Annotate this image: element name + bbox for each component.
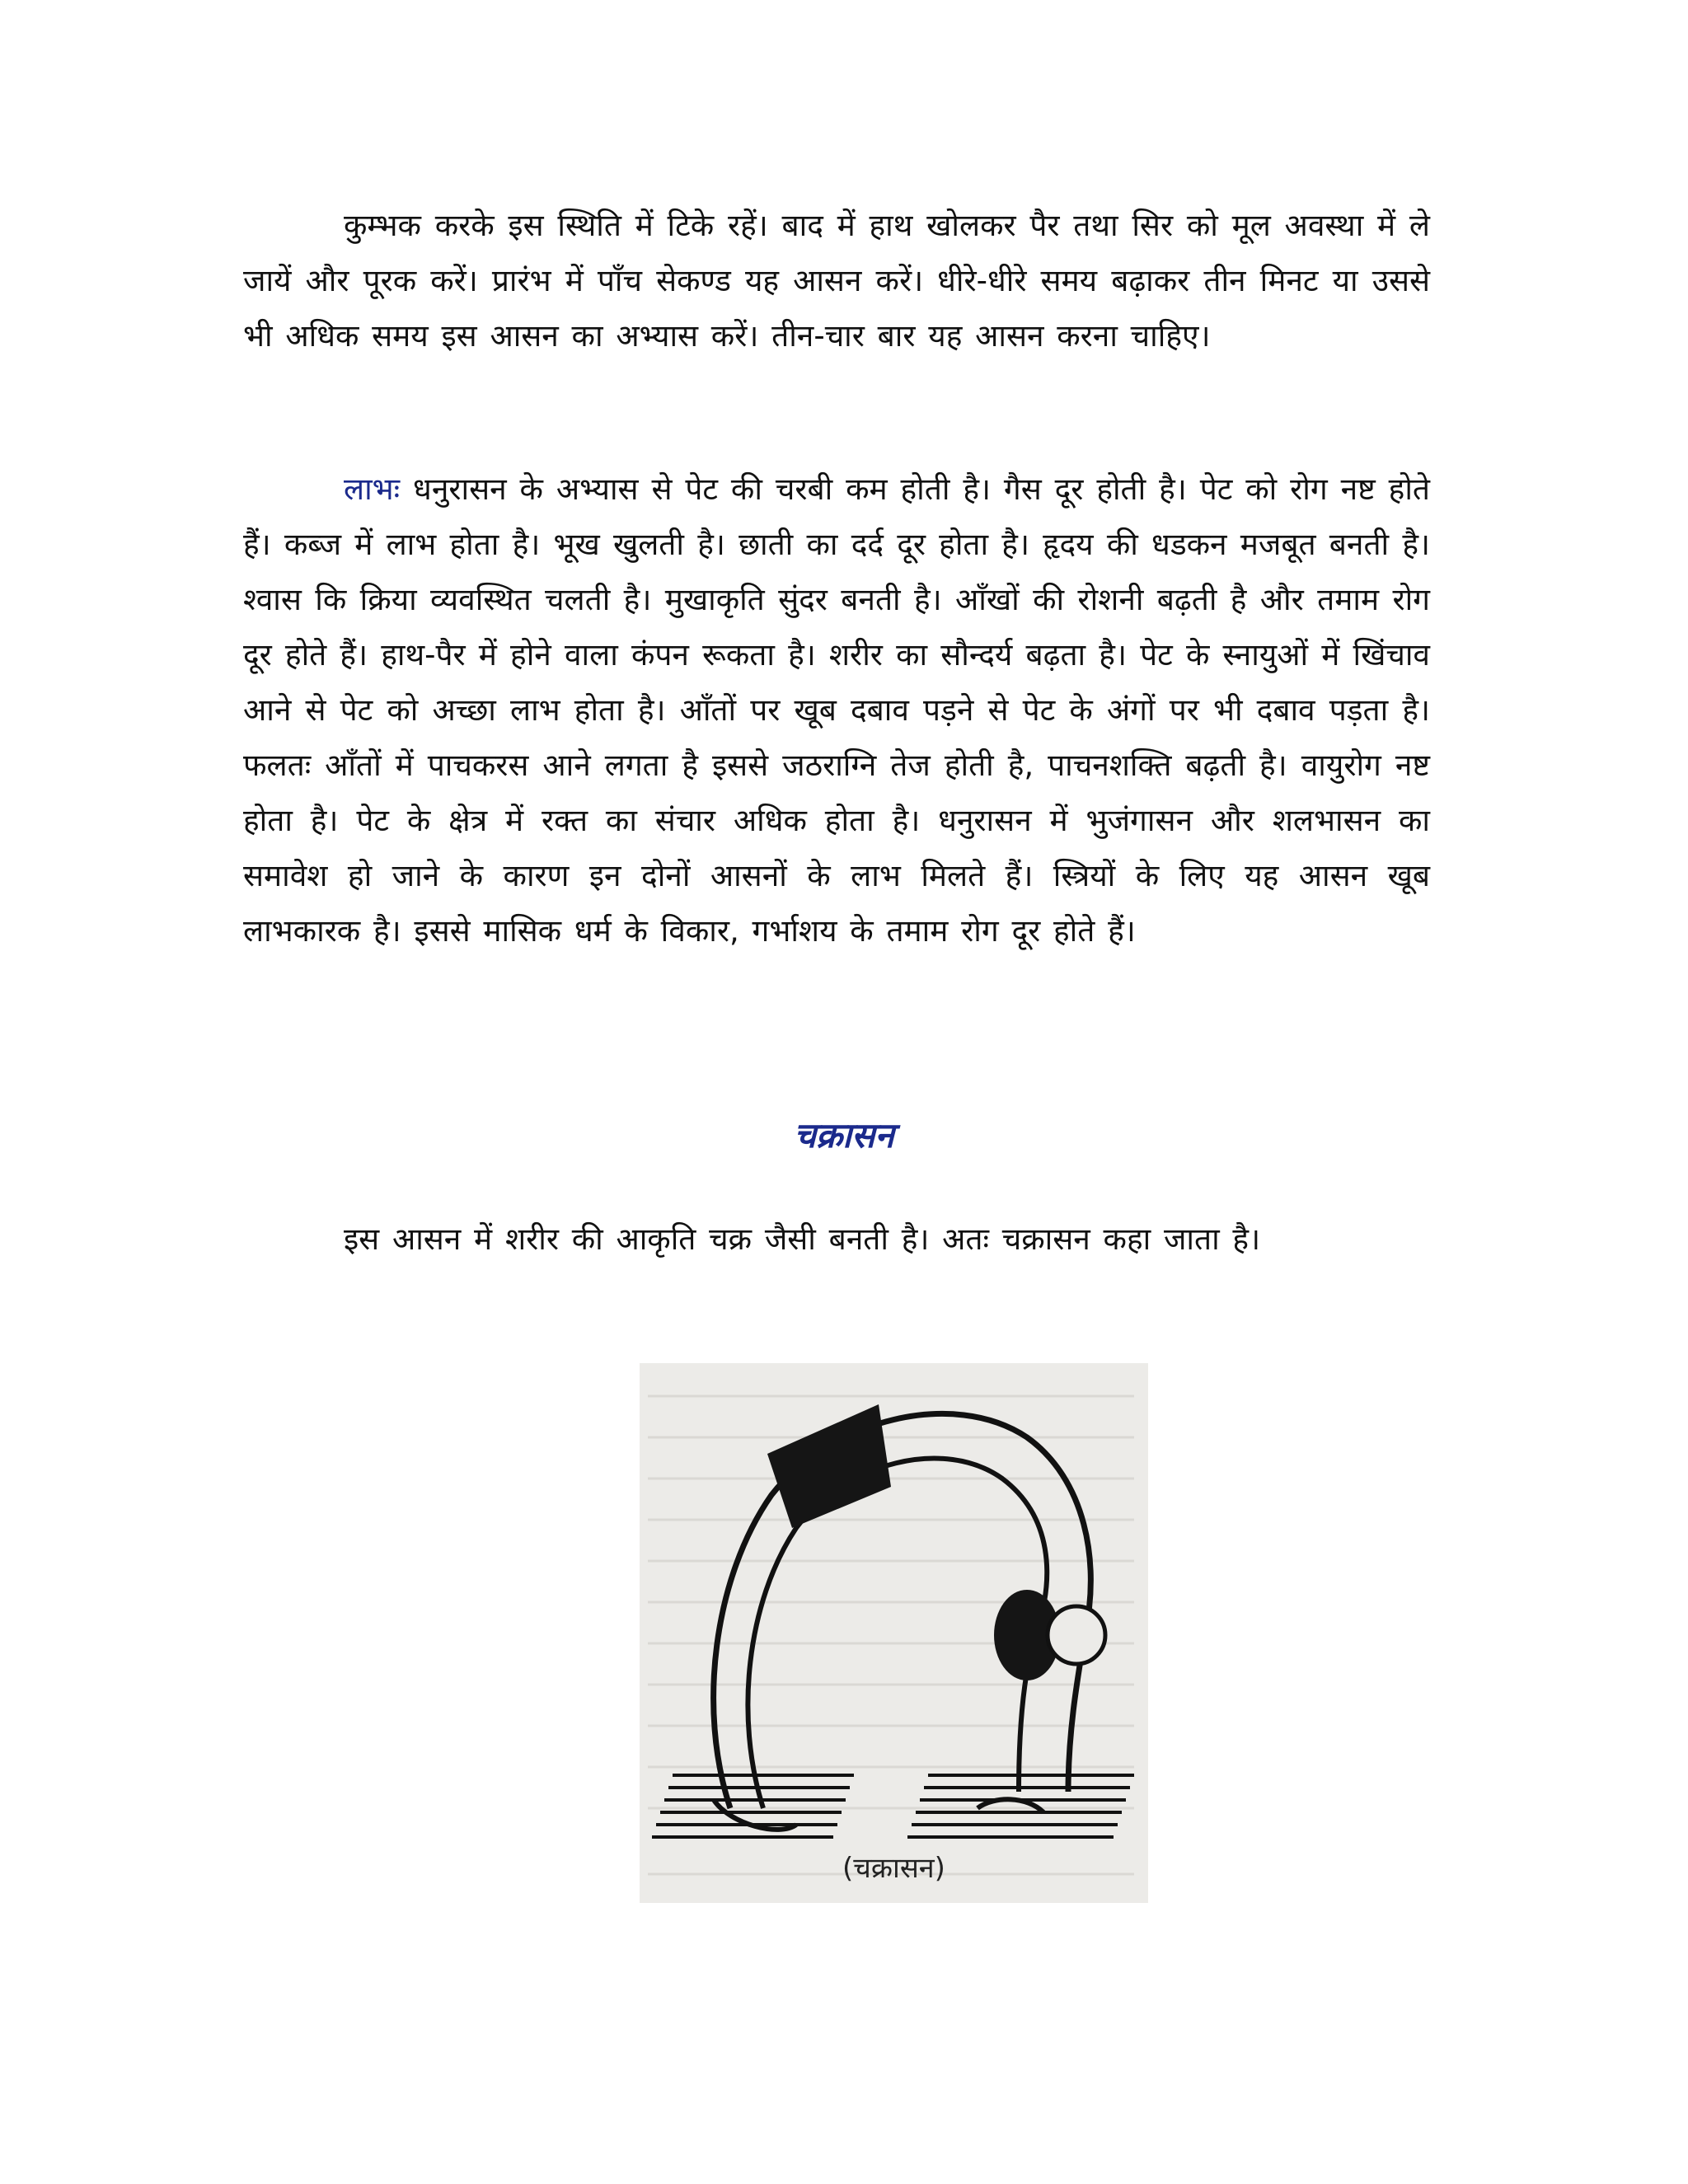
- paragraph-dhanurasana-benefits: [243, 462, 1430, 958]
- paragraph-dhanurasana-method: कुम्भक करके इस स्थिति में टिके रहें। बाद में हाथ खोलकर पैर तथा सिर को मूल अवस्था में ले जायें और पूरक करें। प्रारंभ में पाँच सेकण्ड यह आसन करें। धीरे-धीरे समय बढ़ाकर तीन मिनट या उससे भी अधिक समय इस आसन का अभ्यास करें। तीन-चार बार यह आसन करना चाहिए।: [243, 208, 1430, 354]
- section-heading-chakrasana: चक्रासन: [794, 1115, 894, 1155]
- benefits-text: धनुरासन के अभ्यास से पेट की चरबी कम होती है। गैस दूर होती है। पेट को रोग नष्ट होते हैं। कब्ज में लाभ होता है। भूख खुलती है। छाती का दर्द दूर होता है। हृदय की धडकन मजबूत बनती है। श्वास कि क्रिया व्यवस्थित चलती है। मुखाकृति सुंदर बनती है। आँखों की रोशनी बढ़ती है और तमाम रोग दूर होते हैं। हाथ-पैर में होने वाला कंपन रूकता है। शरीर का सौन्दर्य बढ़ता है। पेट के स्नायुओं में खिंचाव आने से पेट को अच्छा लाभ होता है। आँतों पर खूब दबाव पड़ने से पेट के अंगों पर भी दबाव पड़ता है। फलतः आँतों में पाचकरस आने लगता है इससे जठराग्नि तेज होती है, पाचनशक्ति बढ़ती है। वायुरोग नष्ट होता है। पेट के क्षेत्र में रक्त का संचार अधिक होता है। धनुरासन में भुजंगासन और शलभासन का समावेश हो जाने के कारण इन दोनों आसनों के लाभ मिलते हैं। स्त्रियों के लिए यह आसन खूब लाभकारक है। इससे मासिक धर्म के विकार, गर्भाशय के तमाम रोग दूर होते हैं।: [243, 471, 1430, 949]
- chakrasana-figure: [640, 1363, 1148, 1903]
- benefits-label: लाभः: [344, 471, 401, 507]
- paragraph-chakrasana-intro: इस आसन में शरीर की आकृति चक्र जैसी बनती है। अतः चक्रासन कहा जाता है।: [344, 1221, 1261, 1257]
- figure-caption: (चक्रासन): [842, 1852, 945, 1885]
- wheel-pose-illustration-icon: [640, 1363, 1148, 1903]
